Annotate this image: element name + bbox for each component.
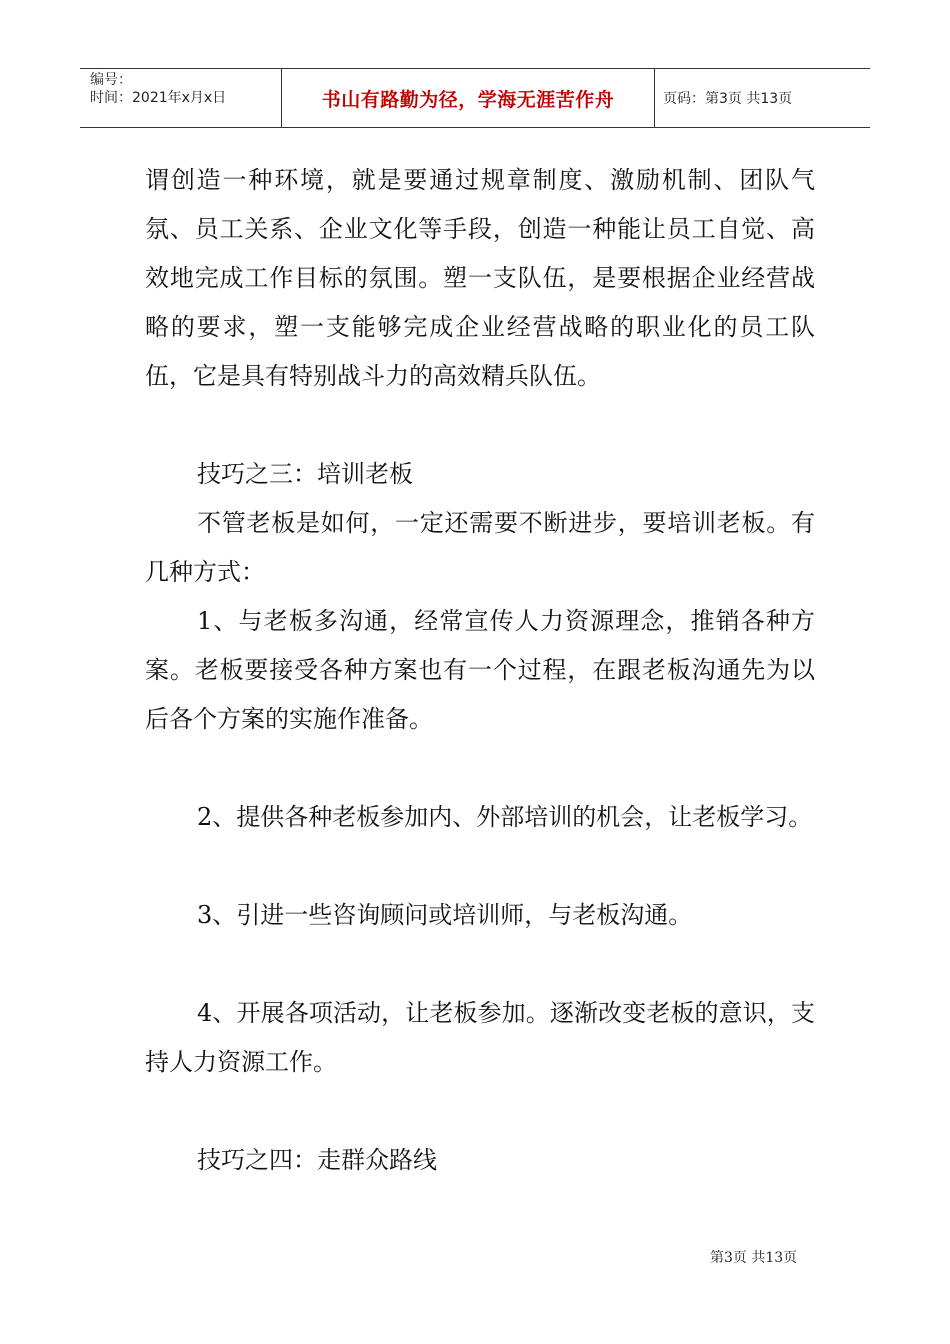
document-body: [145, 156, 815, 1185]
section-heading: 技巧之三：培训老板: [197, 460, 413, 488]
body-paragraph: 谓创造一种环境，就是要通过规章制度、激励机制、团队气氛、员工关系、企业文化等手段，创造一种能让员工自觉、高效地完成工作目标的氛围。塑一支队伍，是要根据企业经营战略的要求，塑一支能够完成企业经营战略的职业化的员工队伍，它是具有特别战斗力的高效精兵队伍。: [145, 166, 815, 390]
list-item: 3、引进一些咨询顾问或培训师，与老板沟通。: [197, 901, 693, 929]
list-item: 4、开展各项活动，让老板参加。逐渐改变老板的意识，支持人力资源工作。: [145, 999, 815, 1076]
paragraph-spacer: [145, 940, 815, 989]
page-footer: 第3页 共13页: [710, 1250, 798, 1266]
list-item: 1、与老板多沟通，经常宣传人力资源理念，推销各种方案。老板要接受各种方案也有一个过程，在跟老板沟通先为以后各个方案的实施作准备。: [145, 607, 815, 733]
doc-number-label: 编号：: [90, 72, 132, 88]
page-header: [80, 68, 870, 128]
section-heading: 技巧之四：走群众路线: [197, 1146, 437, 1174]
header-motto: 书山有路勤为径，学海无涯苦作舟: [282, 69, 655, 127]
doc-date-label: 时间：2021年x月x日: [90, 90, 227, 106]
paragraph-spacer: [145, 744, 815, 793]
header-page-info: 页码：第3页 共13页: [663, 91, 793, 107]
body-paragraph: 不管老板是如何，一定还需要不断进步，要培训老板。有几种方式：: [145, 509, 815, 586]
paragraph-spacer: [145, 1087, 815, 1136]
paragraph-spacer: [145, 842, 815, 891]
header-meta: [80, 69, 282, 127]
list-item: 2、提供各种老板参加内、外部培训的机会，让老板学习。: [197, 803, 813, 831]
paragraph-spacer: [145, 401, 815, 450]
